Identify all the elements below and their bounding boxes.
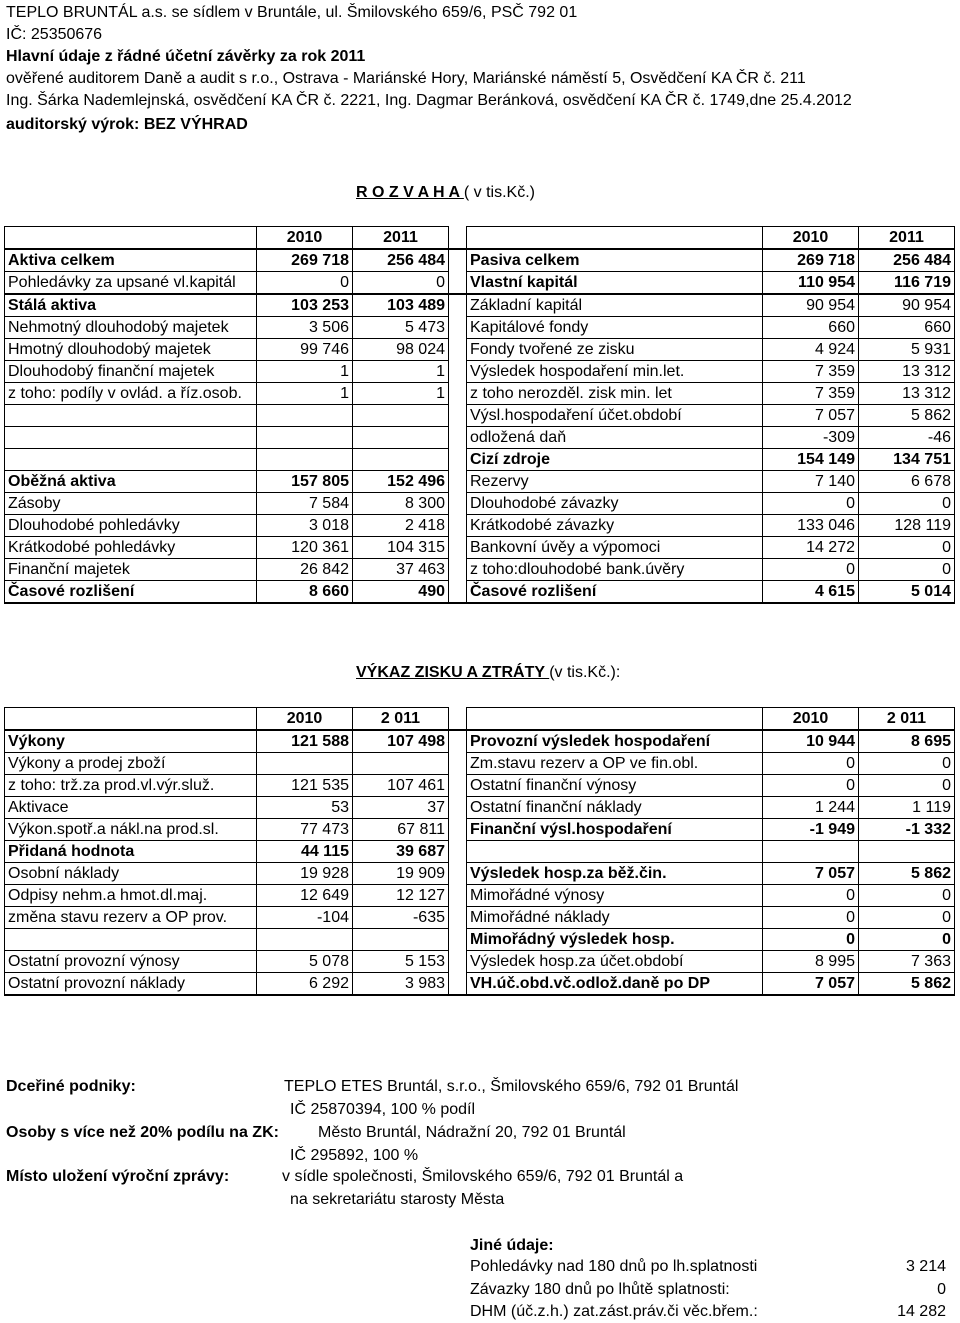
left-value-2011: 8 300: [353, 493, 449, 515]
table-row: [5, 383, 955, 405]
left-value-2011: [353, 405, 449, 427]
left-value-2011: 1: [353, 361, 449, 383]
left-row-label: Dlouhodobé pohledávky: [5, 515, 257, 537]
left-value-2010: 19 928: [257, 863, 353, 885]
year-header-row: [5, 708, 955, 731]
left-value-2011: 256 484: [353, 249, 449, 272]
year-header-2010: 2010: [257, 708, 353, 731]
left-value-2010: 77 473: [257, 819, 353, 841]
right-row-label: z toho:dlouhodobé bank.úvěry: [467, 559, 763, 581]
right-row-label: Rezervy: [467, 471, 763, 493]
right-row-label: VH.úč.obd.vč.odlož.daně po DP: [467, 973, 763, 996]
left-value-2010: [257, 427, 353, 449]
year-header-2010: 2010: [763, 227, 859, 250]
table-row: [5, 929, 955, 951]
year-header-2011: 2 011: [353, 708, 449, 731]
right-row-label: Zm.stavu rezerv a OP ve fin.obl.: [467, 753, 763, 775]
right-value-2011: 5 931: [859, 339, 955, 361]
right-row-label: Finanční výsl.hospodaření: [467, 819, 763, 841]
table-row: [5, 493, 955, 515]
left-value-2010: 3 018: [257, 515, 353, 537]
right-value-2011: 0: [859, 493, 955, 515]
table-row: [5, 427, 955, 449]
left-value-2010: 5 078: [257, 951, 353, 973]
right-value-2011: 5 862: [859, 863, 955, 885]
table-row: [5, 449, 955, 471]
left-value-2011: 5 473: [353, 317, 449, 339]
auditor-names-line: Ing. Šárka Nademlejnská, osvědčení KA ČR č. 2221, Ing. Dagmar Beránková, osvědčení KA ČR č. 1749,dne 25.4.2012: [6, 92, 852, 109]
left-value-2011: 104 315: [353, 537, 449, 559]
left-value-2010: 1: [257, 383, 353, 405]
left-value-2011: 12 127: [353, 885, 449, 907]
year-header-2011: 2 011: [859, 708, 955, 731]
owners-line2: IČ 295892, 100 %: [290, 1147, 419, 1164]
left-value-2010: [257, 929, 353, 951]
left-row-label: Časové rozlišení: [5, 581, 257, 604]
left-row-label: z toho: trž.za prod.vl.výr.služ.: [5, 775, 257, 797]
left-row-label: Hmotný dlouhodobý majetek: [5, 339, 257, 361]
right-row-label: z toho nerozděl. zisk min. let: [467, 383, 763, 405]
left-value-2010: 0: [257, 272, 353, 295]
table-row: [5, 471, 955, 493]
right-value-2011: 0: [859, 907, 955, 929]
other-data-value-1: 3 214: [905, 1258, 946, 1275]
right-value-2011: -46: [859, 427, 955, 449]
right-value-2010: 7 359: [763, 383, 859, 405]
other-data-value-3: 14 282: [897, 1303, 946, 1320]
left-value-2011: 107 498: [353, 730, 449, 753]
table-row: [5, 819, 955, 841]
table-row: [5, 863, 955, 885]
table-row: [5, 294, 955, 317]
right-row-label: Výsledek hosp.za účet.období: [467, 951, 763, 973]
right-value-2011: 6 678: [859, 471, 955, 493]
right-value-2011: 5 862: [859, 405, 955, 427]
column-gap: [449, 907, 467, 929]
left-row-label: Zásoby: [5, 493, 257, 515]
left-row-label: Výkony: [5, 730, 257, 753]
right-value-2010: 4 924: [763, 339, 859, 361]
column-gap: [449, 449, 467, 471]
left-value-2010: [257, 753, 353, 775]
left-row-label: Krátkodobé pohledávky: [5, 537, 257, 559]
column-gap: [449, 581, 467, 604]
right-value-2010: 154 149: [763, 449, 859, 471]
column-gap: [449, 227, 467, 250]
right-row-label: Provozní výsledek hospodaření: [467, 730, 763, 753]
left-value-2011: [353, 753, 449, 775]
table-row: [5, 537, 955, 559]
right-value-2011: 0: [859, 753, 955, 775]
table-row: [5, 515, 955, 537]
left-value-2011: [353, 449, 449, 471]
right-value-2011: 116 719: [859, 272, 955, 295]
report-location-label: Místo uložení výroční zprávy:: [6, 1168, 230, 1185]
right-row-label: odložená daň: [467, 427, 763, 449]
right-row-label: Časové rozlišení: [467, 581, 763, 604]
owners-line1: Město Bruntál, Nádražní 20, 792 01 Bruntál: [318, 1124, 626, 1141]
table-row: [5, 272, 955, 295]
right-row-label: Mimořádné výnosy: [467, 885, 763, 907]
right-value-2011: 134 751: [859, 449, 955, 471]
left-value-2010: [257, 449, 353, 471]
report-location-line2: na sekretariátu starosty Města: [290, 1191, 505, 1208]
right-row-label: Mimořádné náklady: [467, 907, 763, 929]
left-row-label: Oběžná aktiva: [5, 471, 257, 493]
left-row-label: Ostatní provozní náklady: [5, 973, 257, 996]
right-value-2010: 7 057: [763, 973, 859, 996]
left-value-2010: 120 361: [257, 537, 353, 559]
right-value-2011: 5 862: [859, 973, 955, 996]
left-row-label: Výkony a prodej zboží: [5, 753, 257, 775]
right-value-2010: [763, 841, 859, 863]
right-row-label: Vlastní kapitál: [467, 272, 763, 295]
right-row-label: Ostatní finanční náklady: [467, 797, 763, 819]
table-row: [5, 753, 955, 775]
right-value-2010: -309: [763, 427, 859, 449]
other-data-title: Jiné údaje:: [470, 1237, 554, 1254]
column-gap: [449, 427, 467, 449]
left-value-2010: 53: [257, 797, 353, 819]
left-value-2010: -104: [257, 907, 353, 929]
right-row-label: Mimořádný výsledek hosp.: [467, 929, 763, 951]
left-row-label: [5, 929, 257, 951]
left-row-label: [5, 449, 257, 471]
right-value-2011: 7 363: [859, 951, 955, 973]
column-gap: [449, 405, 467, 427]
right-value-2011: 0: [859, 929, 955, 951]
right-value-2010: 7 057: [763, 405, 859, 427]
table-row: [5, 317, 955, 339]
left-value-2011: -635: [353, 907, 449, 929]
right-value-2011: -1 332: [859, 819, 955, 841]
year-header-2010: 2010: [763, 708, 859, 731]
right-row-label: Fondy tvořené ze zisku: [467, 339, 763, 361]
right-value-2010: 90 954: [763, 294, 859, 317]
right-value-2011: 8 695: [859, 730, 955, 753]
right-value-2010: 7 359: [763, 361, 859, 383]
right-row-label: Kapitálové fondy: [467, 317, 763, 339]
right-row-label: Výsledek hosp.za běž.čin.: [467, 863, 763, 885]
column-gap: [449, 885, 467, 907]
table-row: [5, 581, 955, 604]
year-header-2011: 2011: [859, 227, 955, 250]
balance-sheet-title: [356, 184, 535, 202]
column-gap: [449, 708, 467, 731]
left-value-2010: 99 746: [257, 339, 353, 361]
right-value-2010: 0: [763, 559, 859, 581]
left-value-2010: [257, 405, 353, 427]
audit-opinion: auditorský výrok: BEZ VÝHRAD: [6, 116, 248, 133]
report-title: Hlavní údaje z řádné účetní závěrky za rok 2011: [6, 48, 366, 65]
subsidiaries-line1: TEPLO ETES Bruntál, s.r.o., Šmilovského 659/6, 792 01 Bruntál: [284, 1078, 739, 1095]
table-row: [5, 885, 955, 907]
right-row-label: Výsl.hospodaření účet.období: [467, 405, 763, 427]
column-gap: [449, 339, 467, 361]
report-location-line1: v sídle společnosti, Šmilovského 659/6, 792 01 Bruntál a: [282, 1168, 684, 1185]
column-gap: [449, 383, 467, 405]
left-value-2010: 7 584: [257, 493, 353, 515]
left-value-2011: 107 461: [353, 775, 449, 797]
right-value-2011: 660: [859, 317, 955, 339]
table-row: [5, 361, 955, 383]
other-data-label-2: Závazky 180 dnů po lhůtě splatnosti:: [470, 1281, 730, 1298]
right-row-label: Dlouhodobé závazky: [467, 493, 763, 515]
left-value-2011: 1: [353, 383, 449, 405]
right-value-2011: 13 312: [859, 361, 955, 383]
right-value-2010: 7 057: [763, 863, 859, 885]
right-row-label: Cizí zdroje: [467, 449, 763, 471]
owners-label: Osoby s více než 20% podílu na ZK:: [6, 1124, 279, 1141]
table-row: [5, 339, 955, 361]
left-value-2011: 39 687: [353, 841, 449, 863]
left-row-label: Výkon.spotř.a nákl.na prod.sl.: [5, 819, 257, 841]
left-row-label: Odpisy nehm.a hmot.dl.maj.: [5, 885, 257, 907]
right-value-2010: 269 718: [763, 249, 859, 272]
left-value-2010: 121 588: [257, 730, 353, 753]
other-data-label-1: Pohledávky nad 180 dnů po lh.splatnosti: [470, 1258, 758, 1275]
right-value-2010: 0: [763, 493, 859, 515]
column-gap: [449, 294, 467, 317]
column-gap: [449, 493, 467, 515]
left-row-label: Stálá aktiva: [5, 294, 257, 317]
left-row-label: Aktivace: [5, 797, 257, 819]
right-value-2011: 90 954: [859, 294, 955, 317]
company-id-line: IČ: 25350676: [6, 26, 103, 43]
other-data-value-2: 0: [937, 1281, 946, 1298]
right-value-2010: 4 615: [763, 581, 859, 604]
left-value-2010: 3 506: [257, 317, 353, 339]
left-row-label: [5, 427, 257, 449]
left-value-2010: 269 718: [257, 249, 353, 272]
auditor-line: ověřené auditorem Daně a audit s r.o., Ostrava - Mariánské Hory, Mariánské náměstí 5, Osvědčení KA ČR č. 211: [6, 70, 806, 87]
right-row-label: [467, 841, 763, 863]
right-value-2010: 1 244: [763, 797, 859, 819]
left-row-label: [5, 405, 257, 427]
right-value-2010: 0: [763, 885, 859, 907]
column-gap: [449, 863, 467, 885]
right-value-2010: 14 272: [763, 537, 859, 559]
column-gap: [449, 951, 467, 973]
income-statement-heading: VÝKAZ ZISKU A ZTRÁTY: [356, 664, 550, 681]
left-value-2011: 103 489: [353, 294, 449, 317]
left-value-2011: 67 811: [353, 819, 449, 841]
column-gap: [449, 929, 467, 951]
left-value-2010: 157 805: [257, 471, 353, 493]
right-value-2011: 0: [859, 775, 955, 797]
column-gap: [449, 317, 467, 339]
column-gap: [449, 272, 467, 295]
table-row: [5, 907, 955, 929]
left-value-2011: [353, 929, 449, 951]
table-row: [5, 951, 955, 973]
left-value-2011: 0: [353, 272, 449, 295]
right-value-2010: 0: [763, 907, 859, 929]
right-value-2010: 660: [763, 317, 859, 339]
left-row-label: Aktiva celkem: [5, 249, 257, 272]
right-value-2011: [859, 841, 955, 863]
right-value-2011: 0: [859, 537, 955, 559]
right-value-2010: 8 995: [763, 951, 859, 973]
left-value-2010: 103 253: [257, 294, 353, 317]
balance-sheet-table: [4, 226, 955, 604]
right-row-label: Výsledek hospodaření min.let.: [467, 361, 763, 383]
income-statement-table: [4, 707, 955, 996]
column-gap: [449, 361, 467, 383]
right-value-2011: 1 119: [859, 797, 955, 819]
left-value-2011: 37: [353, 797, 449, 819]
header-blank-left: [5, 708, 257, 731]
left-row-label: Pohledávky za upsané vl.kapitál: [5, 272, 257, 295]
right-value-2011: 5 014: [859, 581, 955, 604]
left-value-2010: 26 842: [257, 559, 353, 581]
column-gap: [449, 973, 467, 996]
left-value-2011: 98 024: [353, 339, 449, 361]
right-value-2010: 7 140: [763, 471, 859, 493]
table-row: [5, 730, 955, 753]
balance-sheet-unit: ( v tis.Kč.): [463, 184, 535, 201]
left-value-2010: 12 649: [257, 885, 353, 907]
left-value-2010: 6 292: [257, 973, 353, 996]
other-data-label-3: DHM (úč.z.h.) zat.zást.práv.či věc.břem.:: [470, 1303, 758, 1320]
column-gap: [449, 775, 467, 797]
income-statement-title: [356, 664, 620, 682]
column-gap: [449, 471, 467, 493]
company-line: TEPLO BRUNTÁL a.s. se sídlem v Bruntále, ul. Šmilovského 659/6, PSČ 792 01: [6, 4, 578, 21]
column-gap: [449, 515, 467, 537]
right-value-2011: 0: [859, 885, 955, 907]
left-row-label: Osobní náklady: [5, 863, 257, 885]
right-value-2010: 0: [763, 753, 859, 775]
table-row: [5, 249, 955, 272]
header-blank-right: [467, 708, 763, 731]
table-row: [5, 797, 955, 819]
right-row-label: Krátkodobé závazky: [467, 515, 763, 537]
left-row-label: Finanční majetek: [5, 559, 257, 581]
right-row-label: Ostatní finanční výnosy: [467, 775, 763, 797]
income-statement-unit: (v tis.Kč.):: [549, 664, 621, 681]
table-row: [5, 559, 955, 581]
left-row-label: Dlouhodobý finanční majetek: [5, 361, 257, 383]
year-header-row: [5, 227, 955, 250]
left-value-2011: 19 909: [353, 863, 449, 885]
header-blank-left: [5, 227, 257, 250]
left-value-2011: [353, 427, 449, 449]
column-gap: [449, 797, 467, 819]
right-value-2011: 256 484: [859, 249, 955, 272]
left-row-label: změna stavu rezerv a OP prov.: [5, 907, 257, 929]
table-row: [5, 405, 955, 427]
subsidiaries-label: Dceřiné podniky:: [6, 1078, 136, 1095]
left-value-2011: 490: [353, 581, 449, 604]
subsidiaries-line2: IČ 25870394, 100 % podíl: [290, 1101, 476, 1118]
left-value-2011: 37 463: [353, 559, 449, 581]
header-blank-right: [467, 227, 763, 250]
right-value-2010: -1 949: [763, 819, 859, 841]
column-gap: [449, 730, 467, 753]
table-row: [5, 775, 955, 797]
right-value-2011: 0: [859, 559, 955, 581]
column-gap: [449, 819, 467, 841]
left-value-2011: 152 496: [353, 471, 449, 493]
right-value-2010: 10 944: [763, 730, 859, 753]
right-row-label: Základní kapitál: [467, 294, 763, 317]
year-header-2010: 2010: [257, 227, 353, 250]
left-value-2011: 5 153: [353, 951, 449, 973]
right-value-2011: 128 119: [859, 515, 955, 537]
column-gap: [449, 249, 467, 272]
right-value-2010: 0: [763, 929, 859, 951]
left-value-2010: 121 535: [257, 775, 353, 797]
left-value-2010: 8 660: [257, 581, 353, 604]
right-value-2010: 133 046: [763, 515, 859, 537]
table-row: [5, 973, 955, 996]
right-row-label: Bankovní úvěy a výpomoci: [467, 537, 763, 559]
left-value-2011: 2 418: [353, 515, 449, 537]
left-value-2011: 3 983: [353, 973, 449, 996]
left-row-label: Nehmotný dlouhodobý majetek: [5, 317, 257, 339]
left-row-label: z toho: podíly v ovlád. a říz.osob.: [5, 383, 257, 405]
balance-sheet-heading: R O Z V A H A: [356, 184, 464, 201]
year-header-2011: 2011: [353, 227, 449, 250]
left-value-2010: 1: [257, 361, 353, 383]
left-row-label: Přidaná hodnota: [5, 841, 257, 863]
left-row-label: Ostatní provozní výnosy: [5, 951, 257, 973]
right-value-2011: 13 312: [859, 383, 955, 405]
column-gap: [449, 537, 467, 559]
column-gap: [449, 753, 467, 775]
right-row-label: Pasiva celkem: [467, 249, 763, 272]
left-value-2010: 44 115: [257, 841, 353, 863]
table-row: [5, 841, 955, 863]
column-gap: [449, 841, 467, 863]
column-gap: [449, 559, 467, 581]
right-value-2010: 110 954: [763, 272, 859, 295]
right-value-2010: 0: [763, 775, 859, 797]
